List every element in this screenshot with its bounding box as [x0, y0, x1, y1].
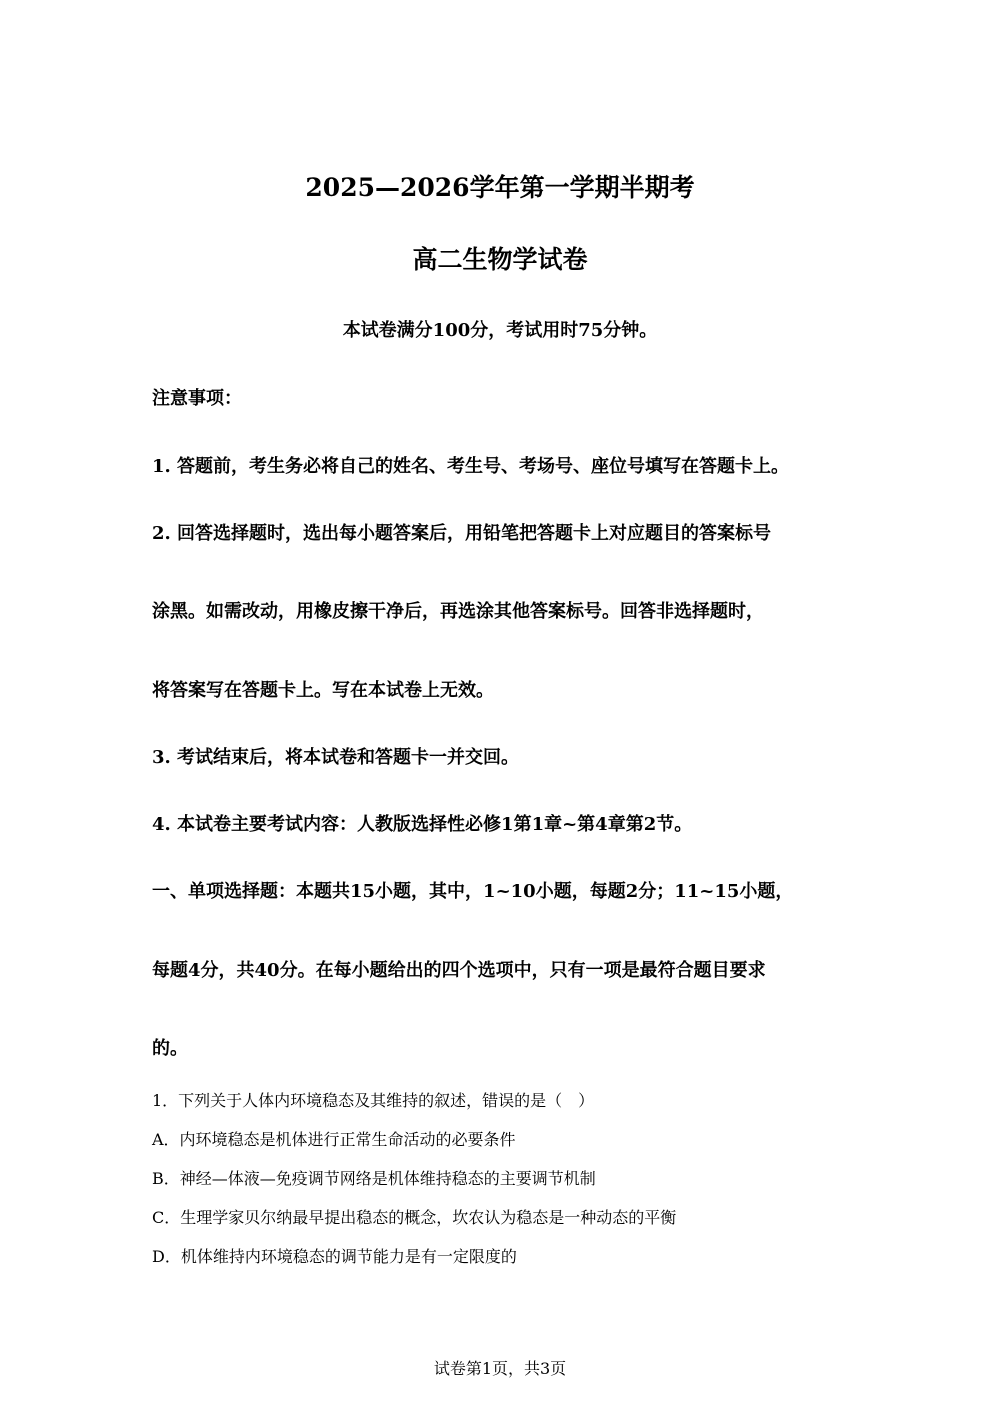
option-b: B．神经—体液—免疫调节网络是机体维持稳态的主要调节机制	[152, 1169, 596, 1188]
section-instruction-line: 每题4分，共40分。在每小题给出的四个选项中，只有一项是最符合题目要求	[152, 960, 766, 981]
section-instruction-line: 一、单项选择题：本题共15小题，其中，1~10小题，每题2分；11~15小题，	[152, 881, 794, 902]
exam-subtitle: 高二生物学试卷	[412, 245, 588, 274]
note-line: 3. 考试结束后，将本试卷和答题卡一并交回。	[152, 747, 520, 768]
note-line: 将答案写在答题卡上。写在本试卷上无效。	[152, 680, 494, 701]
option-d: D．机体维持内环境稳态的调节能力是有一定限度的	[152, 1247, 517, 1266]
exam-info: 本试卷满分100分，考试用时75分钟。	[342, 320, 658, 341]
page-footer: 试卷第1页，共3页	[433, 1359, 567, 1378]
note-line: 4. 本试卷主要考试内容：人教版选择性必修1第1章~第4章第2节。	[152, 814, 693, 835]
exam-title: 2025—2026学年第一学期半期考	[305, 173, 695, 202]
note-line: 2. 回答选择题时，选出每小题答案后，用铅笔把答题卡上对应题目的答案标号	[152, 523, 772, 544]
option-c: C．生理学家贝尔纳最早提出稳态的概念，坎农认为稳态是一种动态的平衡	[152, 1208, 677, 1227]
option-a: A．内环境稳态是机体进行正常生命活动的必要条件	[152, 1130, 516, 1149]
note-line: 1. 答题前，考生务必将自己的姓名、考生号、考场号、座位号填写在答题卡上。	[152, 456, 790, 477]
question-stem: 1．下列关于人体内环境稳态及其维持的叙述，错误的是（ ）	[152, 1091, 595, 1110]
note-line: 涂黑。如需改动，用橡皮擦干净后，再选涂其他答案标号。回答非选择题时，	[152, 601, 764, 622]
notes-heading: 注意事项：	[152, 388, 242, 409]
section-instruction-line: 的。	[152, 1038, 188, 1059]
